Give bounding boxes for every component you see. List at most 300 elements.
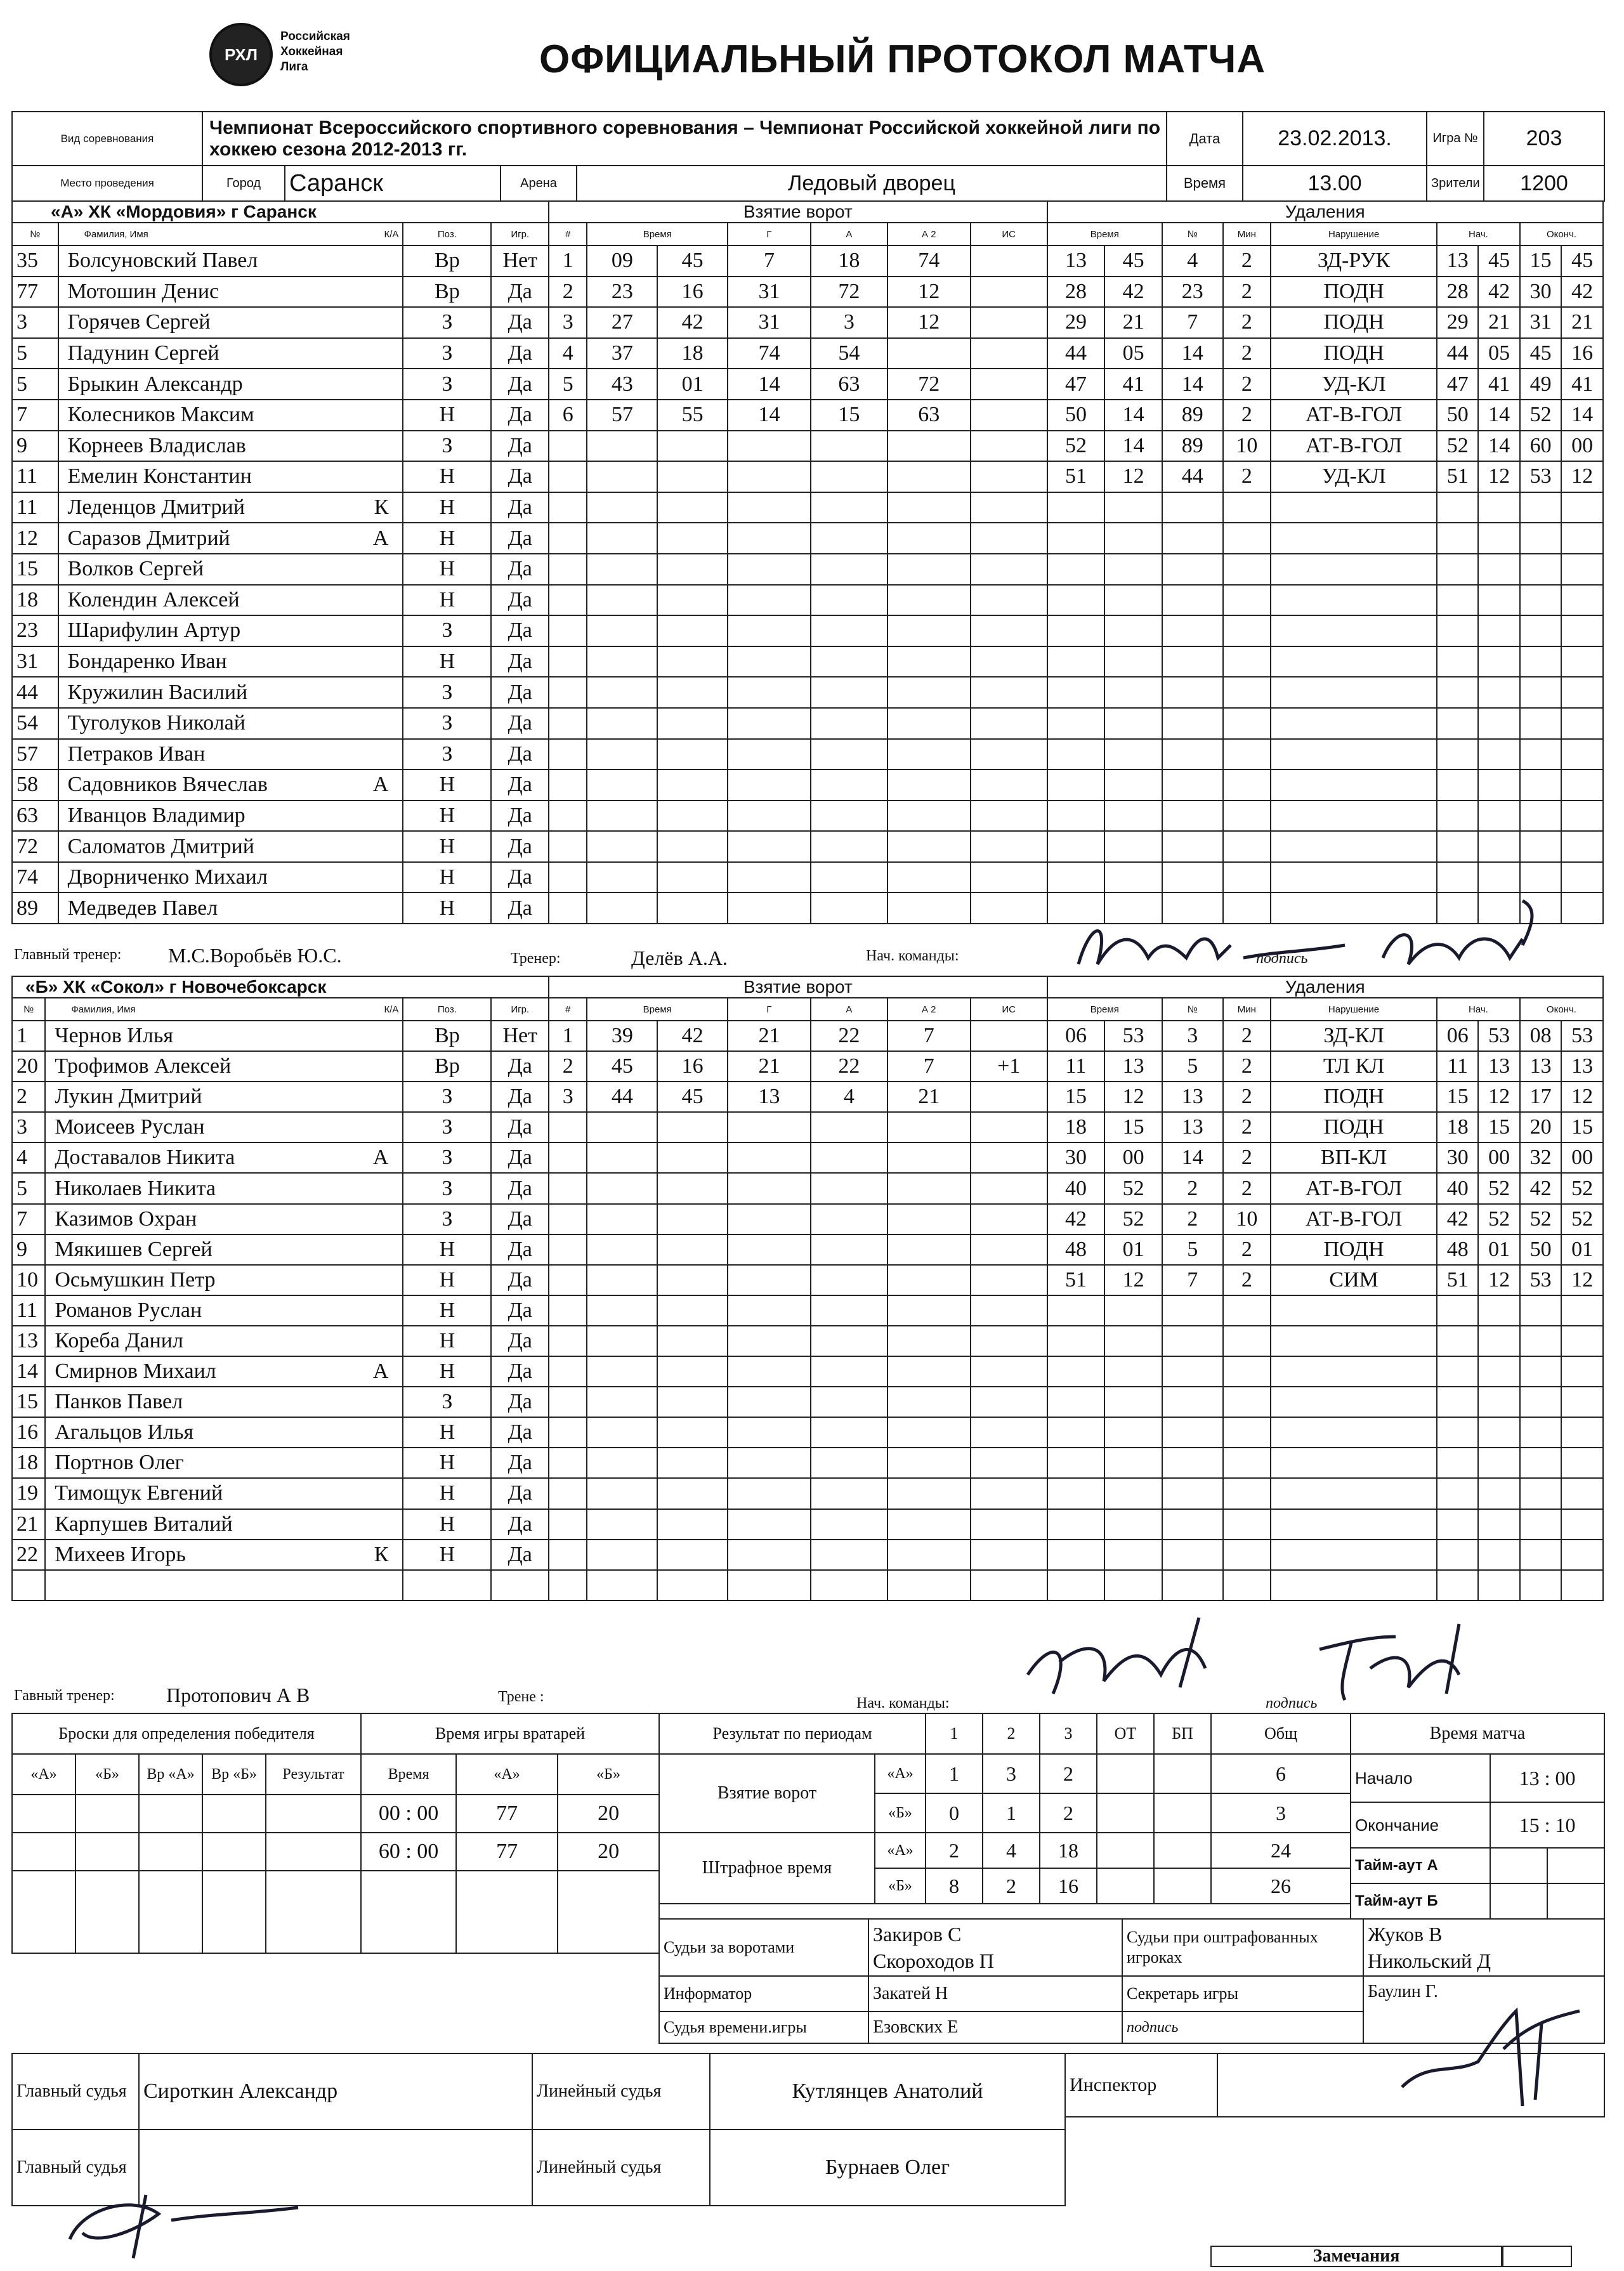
- goal-judges-label: Судьи за воротами: [659, 1919, 868, 1976]
- goal-scorer: [728, 1265, 811, 1295]
- penalty-player: 7: [1162, 1265, 1223, 1295]
- table-row: [12, 1417, 1603, 1448]
- goal-scorer: [728, 708, 811, 739]
- timekeeper-value: Езовских Е: [868, 2012, 1122, 2043]
- penalty-start-min: [1437, 1387, 1478, 1417]
- table-row: [12, 1142, 1603, 1173]
- goal-assist-2: [887, 523, 971, 554]
- goal-assist-1: [811, 1326, 887, 1356]
- player-number: 2: [12, 1082, 45, 1112]
- penalty-minutes: 10: [1223, 431, 1271, 462]
- goalie-time-ss: 00: [417, 1840, 439, 1863]
- penalty-violation: АТ-В-ГОЛ: [1271, 1204, 1437, 1234]
- pim-a-p3: 18: [1040, 1833, 1097, 1868]
- goal-assist-1: 15: [811, 400, 887, 431]
- goalie-col-a: «А»: [456, 1754, 558, 1795]
- goal-number: [549, 1173, 587, 1203]
- player-played: Да: [491, 1448, 549, 1478]
- goal-assist-1: [811, 431, 887, 462]
- goal-second: [657, 801, 728, 832]
- goal-strength: [971, 1448, 1047, 1478]
- goal-minute: [587, 677, 657, 708]
- penalty-player: 23: [1162, 277, 1223, 308]
- goals-a-so: [1154, 1754, 1211, 1793]
- penalty-end-min: [1520, 862, 1561, 893]
- table-row: [12, 862, 1603, 893]
- player-played: Да: [491, 554, 549, 585]
- goal-minute: [587, 461, 657, 492]
- arena-label: Арена: [501, 166, 577, 201]
- linesman-1: Кутлянцев Анатолий: [710, 2053, 1065, 2130]
- goal-strength: [971, 708, 1047, 739]
- goal-assist-1: [811, 461, 887, 492]
- penalty-end-min: [1520, 677, 1561, 708]
- col-pen-min: Мин: [1223, 223, 1271, 245]
- penalty-judges-label: Судьи при оштрафованных игроках: [1122, 1919, 1363, 1976]
- penalty-start-min: 18: [1437, 1112, 1478, 1142]
- penalty-second: 53: [1104, 1021, 1162, 1051]
- goal-number: [549, 1417, 587, 1448]
- col-no: №: [12, 998, 45, 1021]
- goal-second: [657, 1570, 728, 1600]
- competition-label: Вид соревнования: [12, 112, 202, 166]
- goal-assist-2: [887, 1265, 971, 1295]
- penalty-start-min: 51: [1437, 461, 1478, 492]
- player-cell: [58, 554, 403, 585]
- penalty-end-sec: 16: [1561, 338, 1603, 369]
- player-cell: [58, 739, 403, 770]
- penalty-minute: 28: [1047, 277, 1105, 308]
- penalty-minutes: [1223, 739, 1271, 770]
- player-played: Да: [491, 1112, 549, 1142]
- penalty-minutes: 2: [1223, 1051, 1271, 1082]
- shootout-col-a: «А»: [12, 1754, 75, 1795]
- goal-minute: 45: [587, 1051, 657, 1082]
- player-role: А: [372, 773, 389, 797]
- table-row: [12, 523, 1603, 554]
- player-cell: [45, 1051, 403, 1082]
- goal-number: [549, 1448, 587, 1478]
- goal-strength: [971, 1173, 1047, 1203]
- player-position: Н: [403, 646, 491, 677]
- match-start-label: Начало: [1351, 1754, 1490, 1802]
- penalty-minute: 42: [1047, 1204, 1105, 1234]
- goal-scorer: 7: [728, 245, 811, 277]
- penalty-minutes: [1223, 708, 1271, 739]
- penalty-start-sec: [1478, 831, 1519, 862]
- goal-assist-1: [811, 708, 887, 739]
- player-number: 11: [12, 1295, 45, 1326]
- goalie-time-title: Время игры вратарей: [361, 1713, 659, 1754]
- penalty-violation: [1271, 1448, 1437, 1478]
- player-played: Нет: [491, 245, 549, 277]
- player-position: З: [403, 1112, 491, 1142]
- penalty-player: 14: [1162, 338, 1223, 369]
- player-played: Да: [491, 1326, 549, 1356]
- goal-assist-1: [811, 1387, 887, 1417]
- time-label: Время: [1167, 166, 1243, 201]
- table-row: [12, 1021, 1603, 1051]
- goal-strength: [971, 615, 1047, 646]
- goal-minute: [587, 862, 657, 893]
- player-played: Да: [491, 1509, 549, 1540]
- player-name: Садовников Вячеслав: [67, 773, 268, 797]
- goal-scorer: 14: [728, 400, 811, 431]
- player-played: Да: [491, 1173, 549, 1203]
- match-end-h: 15: [1519, 1813, 1540, 1836]
- penalty-player: [1162, 492, 1223, 523]
- table-row: [12, 369, 1603, 400]
- player-number: 11: [12, 461, 58, 492]
- player-name: Кореба Данил: [55, 1328, 183, 1352]
- goalie-col-b: «Б»: [558, 1754, 659, 1795]
- goal-scorer: [728, 1112, 811, 1142]
- player-played: Да: [491, 277, 549, 308]
- penalty-second: 01: [1104, 1234, 1162, 1265]
- goal-number: [549, 523, 587, 554]
- rhl-badge-icon: РХЛ: [209, 23, 273, 86]
- goal-number: [549, 1387, 587, 1417]
- goal-minute: 09: [587, 245, 657, 277]
- player-number: 31: [12, 646, 58, 677]
- player-name: Лукин Дмитрий: [55, 1085, 202, 1109]
- player-role: К: [374, 1542, 389, 1566]
- goal-strength: [971, 739, 1047, 770]
- player-name: Корнеев Владислав: [67, 433, 246, 457]
- goal-number: [549, 1142, 587, 1173]
- goal-second: [657, 461, 728, 492]
- penalty-player: [1162, 615, 1223, 646]
- penalty-player: [1162, 1570, 1223, 1600]
- penalty-start-sec: [1478, 1570, 1519, 1600]
- penalty-start-min: 51: [1437, 1265, 1478, 1295]
- penalty-minute: 51: [1047, 461, 1105, 492]
- goal-second: [657, 1387, 728, 1417]
- goal-minute: 27: [587, 307, 657, 338]
- penalty-player: [1162, 862, 1223, 893]
- goal-scorer: [728, 1387, 811, 1417]
- penalty-end-sec: [1561, 1417, 1603, 1448]
- col-goal-is: ИС: [971, 223, 1047, 245]
- table-row: [12, 1387, 1603, 1417]
- goal-assist-2: [887, 554, 971, 585]
- penalty-minutes: [1223, 554, 1271, 585]
- goal-second: 16: [657, 1051, 728, 1082]
- goal-assist-2: [887, 1478, 971, 1509]
- goal-number: 3: [549, 1082, 587, 1112]
- penalty-violation: УД-КЛ: [1271, 461, 1437, 492]
- goal-scorer: [728, 831, 811, 862]
- goals-b-so: [1154, 1793, 1211, 1833]
- player-number: 19: [12, 1478, 45, 1509]
- penalty-end-min: 13: [1520, 1051, 1561, 1082]
- penalty-start-sec: 14: [1478, 400, 1519, 431]
- penalty-start-min: 30: [1437, 1142, 1478, 1173]
- goal-assist-2: [887, 1448, 971, 1478]
- goal-assist-1: 3: [811, 307, 887, 338]
- player-number: 7: [12, 1204, 45, 1234]
- penalty-second: [1104, 677, 1162, 708]
- penalty-minutes: [1223, 646, 1271, 677]
- goal-number: [549, 1112, 587, 1142]
- penalty-second: [1104, 769, 1162, 801]
- goal-assist-2: 63: [887, 400, 971, 431]
- player-number: 18: [12, 1448, 45, 1478]
- table-row: [12, 1204, 1603, 1234]
- goal-minute: [587, 1326, 657, 1356]
- goal-assist-2: [887, 1295, 971, 1326]
- player-name: Моисеев Руслан: [55, 1115, 205, 1139]
- player-played: Да: [491, 646, 549, 677]
- player-position: З: [403, 1204, 491, 1234]
- penalty-end-min: 49: [1520, 369, 1561, 400]
- penalty-minutes: 2: [1223, 1142, 1271, 1173]
- player-played: Да: [491, 801, 549, 832]
- penalty-player: [1162, 708, 1223, 739]
- player-position: Н: [403, 1234, 491, 1265]
- goalie-b-1: 20: [558, 1795, 659, 1833]
- penalty-end-min: 17: [1520, 1082, 1561, 1112]
- penalty-minute: 11: [1047, 1051, 1105, 1082]
- team-b-head-coach: Протопович А В: [166, 1684, 310, 1706]
- goal-second: [657, 831, 728, 862]
- penalty-end-sec: [1561, 646, 1603, 677]
- penalty-minutes: [1223, 1356, 1271, 1387]
- penalty-end-sec: 01: [1561, 1234, 1603, 1265]
- player-number: 23: [12, 615, 58, 646]
- penalty-second: [1104, 1478, 1162, 1509]
- player-cell: [58, 831, 403, 862]
- penalty-end-sec: [1561, 739, 1603, 770]
- penalty-start-sec: 53: [1478, 1021, 1519, 1051]
- penalty-minute: [1047, 492, 1105, 523]
- penalty-second: 52: [1104, 1204, 1162, 1234]
- goal-assist-2: [887, 585, 971, 616]
- player-cell: [58, 369, 403, 400]
- goal-assist-2: 7: [887, 1051, 971, 1082]
- player-cell: [45, 1173, 403, 1203]
- table-row: [12, 677, 1603, 708]
- penalty-minutes: [1223, 677, 1271, 708]
- penalty-judge-2: Никольский Д: [1368, 1949, 1491, 1972]
- penalty-second: 15: [1104, 1112, 1162, 1142]
- penalty-start-sec: [1478, 862, 1519, 893]
- period-col-ot: ОТ: [1097, 1713, 1154, 1754]
- player-name: Дворниченко Михаил: [67, 865, 268, 889]
- player-played: Да: [491, 492, 549, 523]
- goal-second: [657, 1478, 728, 1509]
- goal-scorer: [728, 1204, 811, 1234]
- team-b-head-coach-label: Гавный тренер:: [14, 1687, 115, 1704]
- goal-minute: [587, 431, 657, 462]
- pim-a-p2: 4: [983, 1833, 1040, 1868]
- timeout-b-label: Тайм-аут Б: [1351, 1883, 1490, 1919]
- goal-assist-2: [887, 492, 971, 523]
- penalty-end-min: [1520, 1295, 1561, 1326]
- col-pen-time: Время: [1047, 998, 1162, 1021]
- col-goal-g: Г: [728, 998, 811, 1021]
- team-b-goals-title: Взятие ворот: [549, 976, 1047, 998]
- goal-strength: [971, 801, 1047, 832]
- penalty-violation: [1271, 831, 1437, 862]
- player-position: Н: [403, 585, 491, 616]
- penalty-end-min: 20: [1520, 1112, 1561, 1142]
- player-number: 21: [12, 1509, 45, 1540]
- penalty-start-min: [1437, 1478, 1478, 1509]
- penalty-minutes: [1223, 1448, 1271, 1478]
- penalty-start-min: [1437, 1509, 1478, 1540]
- goal-scorer: [728, 739, 811, 770]
- informer-label: Информатор: [659, 1976, 868, 2012]
- goal-minute: [587, 646, 657, 677]
- goal-scorer: [728, 431, 811, 462]
- goal-assist-2: [887, 893, 971, 924]
- table-row: [12, 554, 1603, 585]
- goal-scorer: 21: [728, 1021, 811, 1051]
- penalty-minute: 48: [1047, 1234, 1105, 1265]
- team-b-start-label: Нач. команды:: [856, 1695, 950, 1711]
- penalty-violation: [1271, 585, 1437, 616]
- penalty-start-min: [1437, 769, 1478, 801]
- match-time-title: Время матча: [1351, 1713, 1604, 1754]
- goal-scorer: 13: [728, 1082, 811, 1112]
- goal-assist-2: [887, 677, 971, 708]
- player-played: Да: [491, 1051, 549, 1082]
- goal-number: [549, 615, 587, 646]
- linesman-label-2: Линейный судья: [532, 2130, 710, 2206]
- player-position: Н: [403, 492, 491, 523]
- goal-number: 1: [549, 245, 587, 277]
- goal-number: [549, 431, 587, 462]
- goal-scorer: [728, 1142, 811, 1173]
- goal-second: 45: [657, 1082, 728, 1112]
- player-played: Да: [491, 1234, 549, 1265]
- goal-strength: [971, 400, 1047, 431]
- penalty-second: 00: [1104, 1142, 1162, 1173]
- goal-minute: [587, 554, 657, 585]
- goal-minute: [587, 708, 657, 739]
- penalty-end-sec: 12: [1561, 1082, 1603, 1112]
- notes-box: [1502, 2246, 1572, 2267]
- player-number: 1: [12, 1021, 45, 1051]
- goal-strength: [971, 1509, 1047, 1540]
- penalty-violation: [1271, 1326, 1437, 1356]
- penalty-start-sec: 15: [1478, 1112, 1519, 1142]
- penalty-minute: [1047, 646, 1105, 677]
- goal-second: [657, 1356, 728, 1387]
- player-played: Да: [491, 338, 549, 369]
- penalty-player: [1162, 769, 1223, 801]
- player-name: Иванцов Владимир: [67, 803, 246, 827]
- penalty-start-sec: [1478, 1509, 1519, 1540]
- player-name: Мякишев Сергей: [55, 1237, 213, 1261]
- goal-assist-1: [811, 1509, 887, 1540]
- player-cell: [58, 245, 403, 277]
- penalty-minute: [1047, 1417, 1105, 1448]
- penalty-second: [1104, 739, 1162, 770]
- team-b-title: «Б» ХК «Сокол» г Новочебоксарск: [12, 976, 549, 998]
- goal-minute: [587, 523, 657, 554]
- player-name: Бондаренко Иван: [67, 650, 227, 674]
- player-played: Да: [491, 523, 549, 554]
- penalty-minute: [1047, 677, 1105, 708]
- penalty-start-min: [1437, 646, 1478, 677]
- player-number: 77: [12, 277, 58, 308]
- player-played: Да: [491, 677, 549, 708]
- penalty-minute: 13: [1047, 245, 1105, 277]
- player-played: Да: [491, 369, 549, 400]
- player-name: Карпушев Виталий: [55, 1512, 233, 1536]
- penalty-start-min: [1437, 1448, 1478, 1478]
- penalty-second: 12: [1104, 461, 1162, 492]
- goal-scorer: 74: [728, 338, 811, 369]
- goal-scorer: 14: [728, 369, 811, 400]
- goal-second: 42: [657, 1021, 728, 1051]
- goal-scorer: [728, 492, 811, 523]
- player-number: 72: [12, 831, 58, 862]
- goal-assist-1: [811, 1570, 887, 1600]
- goal-second: [657, 1142, 728, 1173]
- goal-strength: [971, 1478, 1047, 1509]
- table-row: [12, 1509, 1603, 1540]
- player-played: Да: [491, 1387, 549, 1417]
- goalie-time-ss: 00: [417, 1802, 439, 1825]
- goal-assist-1: 22: [811, 1021, 887, 1051]
- penalty-minutes: [1223, 1295, 1271, 1326]
- player-position: З: [403, 739, 491, 770]
- goal-minute: 44: [587, 1082, 657, 1112]
- goal-strength: [971, 277, 1047, 308]
- periods-pim-label: Штрафное время: [659, 1833, 875, 1904]
- penalty-end-min: [1520, 831, 1561, 862]
- penalty-second: 13: [1104, 1051, 1162, 1082]
- goal-number: [549, 1234, 587, 1265]
- player-position: З: [403, 307, 491, 338]
- goals-a-total: 6: [1211, 1754, 1351, 1793]
- goal-assist-2: 72: [887, 369, 971, 400]
- goal-minute: [587, 1387, 657, 1417]
- penalty-second: [1104, 1509, 1162, 1540]
- goal-number: [549, 1570, 587, 1600]
- goal-scorer: [728, 1478, 811, 1509]
- penalty-second: 52: [1104, 1173, 1162, 1203]
- goal-strength: [971, 245, 1047, 277]
- pim-b-ot: [1097, 1868, 1154, 1904]
- shootout-goalie-table: Броски для определения победителя Время игры вратарей «А» «Б» Вр «А» Вр «Б» Результат Время «А» «Б» 00 : 00 77 20 60 : 00 77 20: [11, 1713, 660, 1954]
- goal-second: [657, 615, 728, 646]
- penalty-start-sec: [1478, 1356, 1519, 1387]
- penalty-start-min: 52: [1437, 431, 1478, 462]
- penalty-violation: ТЛ КЛ: [1271, 1051, 1437, 1082]
- player-played: Да: [491, 1265, 549, 1295]
- spectators-label: Зрители: [1427, 166, 1484, 201]
- penalty-end-min: [1520, 1356, 1561, 1387]
- player-name: Болсуновский Павел: [67, 249, 258, 273]
- shootout-col-gk-a: Вр «А»: [139, 1754, 202, 1795]
- penalty-player: [1162, 1356, 1223, 1387]
- goal-minute: [587, 801, 657, 832]
- team-b-coach-label: Трене :: [498, 1689, 544, 1705]
- penalty-violation: [1271, 646, 1437, 677]
- player-position: З: [403, 369, 491, 400]
- goal-number: [549, 585, 587, 616]
- penalty-violation: АТ-В-ГОЛ: [1271, 431, 1437, 462]
- goal-number: [549, 646, 587, 677]
- penalty-violation: [1271, 862, 1437, 893]
- penalty-minute: [1047, 1295, 1105, 1326]
- goal-number: 4: [549, 338, 587, 369]
- player-name: Медведев Павел: [67, 896, 218, 920]
